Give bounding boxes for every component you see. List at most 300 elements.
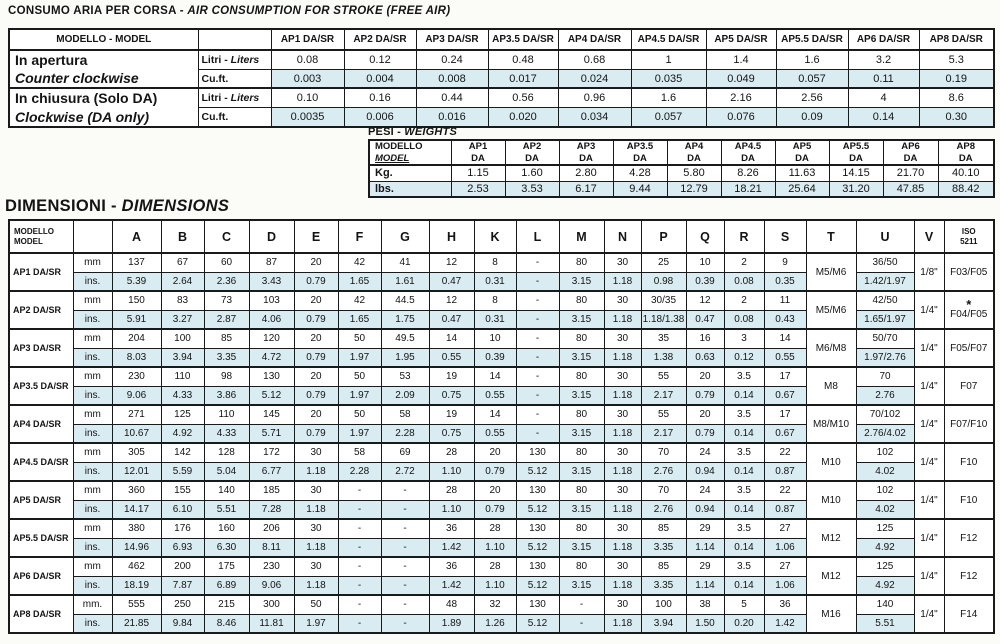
dimension-value-cell: 1.18 xyxy=(604,386,641,405)
dimension-value-cell: 1.97 xyxy=(338,348,381,367)
model-name: AP3 xyxy=(576,141,596,153)
dimension-value-cell: - xyxy=(338,500,381,519)
dimension-row-mm xyxy=(9,291,994,310)
dimension-value-cell: 1.61 xyxy=(381,272,429,291)
dimension-value-cell: 0.55 xyxy=(474,386,516,405)
dimension-value-cell: 11.81 xyxy=(249,614,294,633)
consumption-value-cell: 0.68 xyxy=(558,50,631,69)
dimension-value-cell: 5.12 xyxy=(516,614,559,633)
dimension-value-cell: 1.10 xyxy=(474,576,516,595)
dimension-value-cell: 1.38 xyxy=(641,348,686,367)
model-label-cell: AP3 DA/SR xyxy=(9,329,73,367)
dimension-value-cell: 2.36 xyxy=(204,272,249,291)
model-type: DA xyxy=(958,152,973,164)
weights-body xyxy=(369,165,994,197)
dimension-value-cell: 1.14 xyxy=(686,538,724,557)
dimension-value-cell: 3.15 xyxy=(559,576,604,595)
dimension-value-cell: 70 xyxy=(641,443,686,462)
dimension-value-cell: 5.51 xyxy=(204,500,249,519)
dimension-value-cell: 2.17 xyxy=(641,424,686,443)
iso-flange-cell xyxy=(944,443,994,481)
dimension-value-cell: 41 xyxy=(381,253,429,272)
dimension-value-cell: 20 xyxy=(294,291,338,310)
dimension-letter-header: C xyxy=(204,220,249,253)
dimension-value-cell: 14 xyxy=(764,329,806,348)
dimensions-title xyxy=(5,197,229,216)
dimension-value-cell: 67 xyxy=(161,253,204,272)
dimension-value-cell: 80 xyxy=(559,557,604,576)
unit-ins-cell: ins. xyxy=(73,500,112,519)
dimension-value-cell: - xyxy=(516,253,559,272)
dimension-value-cell: - xyxy=(338,481,381,500)
weight-unit-label-cell: Kg. xyxy=(369,165,451,181)
dimension-value-cell: 60 xyxy=(204,253,249,272)
dimension-row-mm xyxy=(9,443,994,462)
dimension-value-cell: 83 xyxy=(161,291,204,310)
dimension-letter-header: U xyxy=(856,220,914,253)
weight-value-cell: 3.53 xyxy=(505,181,559,197)
dimension-value-cell: 7.28 xyxy=(249,500,294,519)
dimension-value-cell: 32 xyxy=(474,595,516,614)
unit-mm-cell: mm xyxy=(73,329,112,348)
dimension-value-cell: 10 xyxy=(474,329,516,348)
dimension-value-cell: 0.47 xyxy=(429,272,474,291)
unit-ins-cell: ins. xyxy=(73,310,112,329)
model-name: AP2 xyxy=(522,141,542,153)
consumption-value-cell: 0.12 xyxy=(344,50,416,69)
consumption-value-cell: 0.44 xyxy=(416,88,488,107)
dimension-value-cell: 30 xyxy=(604,329,641,348)
dimension-value-cell: 0.75 xyxy=(429,386,474,405)
dimension-letter-header: V xyxy=(914,220,944,253)
dimension-value-cell: 110 xyxy=(204,405,249,424)
dimension-value-cell: 160 xyxy=(204,519,249,538)
dimension-value-cell: 8 xyxy=(474,291,516,310)
thread-size-cell: M10 xyxy=(806,443,856,481)
dimension-value-cell: 5 xyxy=(724,595,764,614)
consumption-value-cell: 0.049 xyxy=(706,69,776,88)
model-column-header xyxy=(721,140,775,165)
dimension-value-cell: 80 xyxy=(559,443,604,462)
dimension-letter-header: T xyxy=(806,220,856,253)
model-name: AP1 xyxy=(468,141,488,153)
weights-row xyxy=(369,181,994,197)
dimension-value-cell: 3.5 xyxy=(724,443,764,462)
consumption-header-row xyxy=(9,29,994,50)
model-type: DA xyxy=(741,152,755,164)
unit-mm-cell: mm xyxy=(73,443,112,462)
weights-table xyxy=(368,139,995,198)
dimension-value-cell: 17 xyxy=(764,405,806,424)
dimension-value-cell: 80 xyxy=(559,291,604,310)
dimension-value-cell: 12 xyxy=(686,291,724,310)
dimension-value-cell: 18.19 xyxy=(112,576,161,595)
iso-flange-cell xyxy=(944,557,994,595)
weight-value-cell: 8.26 xyxy=(721,165,775,181)
model-header-l2: MODEL xyxy=(14,236,43,246)
dimension-value-cell: 53 xyxy=(381,367,429,386)
weight-value-cell: 4.28 xyxy=(613,165,667,181)
unit-mm-cell: mm. xyxy=(73,595,112,614)
dimension-value-cell: 16 xyxy=(686,329,724,348)
model-type: DA xyxy=(687,152,701,164)
dimension-letter-header: F xyxy=(338,220,381,253)
dimension-value-cell: 150 xyxy=(112,291,161,310)
dimension-value-cell: - xyxy=(338,595,381,614)
dimension-value-cell: 185 xyxy=(249,481,294,500)
dimension-value-cell: 0.47 xyxy=(429,310,474,329)
consumption-value-cell: 0.30 xyxy=(919,108,994,127)
dimension-value-cell: 30 xyxy=(604,367,641,386)
air-connection-cell: 1/4" xyxy=(914,291,944,329)
dimension-value-cell: 0.55 xyxy=(764,348,806,367)
iso-header-cell xyxy=(944,220,994,253)
dimension-value-cell: 6.89 xyxy=(204,576,249,595)
dimension-value-cell: 55 xyxy=(641,367,686,386)
air-consumption-title-it: CONSUMO ARIA PER CORSA - xyxy=(8,5,188,17)
dimension-value-cell: 0.87 xyxy=(764,500,806,519)
dimension-letter-header: E xyxy=(294,220,338,253)
consumption-value-cell: 5.3 xyxy=(919,50,994,69)
dimension-row-mm xyxy=(9,329,994,348)
dimension-value-cell: 200 xyxy=(161,557,204,576)
dimension-value-cell: 5.71 xyxy=(249,424,294,443)
dimension-letter-header: G xyxy=(381,220,429,253)
dimension-value-cell: 9.06 xyxy=(249,576,294,595)
model-column-header xyxy=(883,140,938,165)
dimension-value-cell: - xyxy=(516,386,559,405)
dimension-value-cell: 137 xyxy=(112,253,161,272)
dimension-value-cell: 3.86 xyxy=(204,386,249,405)
consumption-value-cell: 0.004 xyxy=(344,69,416,88)
dimension-value-cell: 1.18 xyxy=(604,310,641,329)
dimension-value-cell: 0.14 xyxy=(724,500,764,519)
dimension-value-cell: 0.79 xyxy=(474,500,516,519)
u-value-mm-cell: 36/50 xyxy=(856,253,914,272)
u-value-mm-cell: 102 xyxy=(856,443,914,462)
dimension-value-cell: 87 xyxy=(249,253,294,272)
direction-label-cell xyxy=(9,88,198,126)
consumption-header xyxy=(9,29,994,50)
dimension-value-cell: 2 xyxy=(724,253,764,272)
model-name: AP5 xyxy=(792,141,812,153)
model-label-cell: AP5 DA/SR xyxy=(9,481,73,519)
dimension-value-cell: 85 xyxy=(204,329,249,348)
dimension-value-cell: 3.27 xyxy=(161,310,204,329)
dimension-value-cell: 14.17 xyxy=(112,500,161,519)
air-consumption-table xyxy=(8,28,995,128)
model-label-cell: AP3.5 DA/SR xyxy=(9,367,73,405)
consumption-value-cell: 0.19 xyxy=(919,69,994,88)
model-column-header: AP5.5 DA/SR xyxy=(776,29,848,50)
consumption-value-cell: 0.016 xyxy=(416,108,488,127)
dimension-row-mm xyxy=(9,595,994,614)
weight-value-cell: 2.80 xyxy=(559,165,613,181)
thread-size-cell: M12 xyxy=(806,557,856,595)
dimension-value-cell: 5.12 xyxy=(249,386,294,405)
consumption-value-cell: 1.6 xyxy=(631,88,706,107)
dimension-value-cell: 5.59 xyxy=(161,462,204,481)
dimension-value-cell: 0.14 xyxy=(724,462,764,481)
u-value-ins-cell: 4.02 xyxy=(856,500,914,519)
dimension-value-cell: - xyxy=(381,595,429,614)
dimension-value-cell: 230 xyxy=(112,367,161,386)
iso-flange-value: F05/F07 xyxy=(950,342,988,354)
dimension-value-cell: 30 xyxy=(604,481,641,500)
dimension-value-cell: 3.5 xyxy=(724,519,764,538)
dimension-value-cell: 1.65 xyxy=(338,272,381,291)
dimension-value-cell: 1.42 xyxy=(764,614,806,633)
iso-flange-value: F04/F05 xyxy=(950,309,988,320)
dimension-value-cell: 38 xyxy=(686,595,724,614)
dimension-value-cell: 1.10 xyxy=(474,538,516,557)
unit-mm-cell: mm xyxy=(73,557,112,576)
dimension-value-cell: 30 xyxy=(604,519,641,538)
dimension-value-cell: - xyxy=(381,519,429,538)
dimension-value-cell: 4.33 xyxy=(161,386,204,405)
dimension-value-cell: 36 xyxy=(429,557,474,576)
dimension-value-cell: 3.35 xyxy=(641,576,686,595)
dimension-value-cell: 0.39 xyxy=(686,272,724,291)
consumption-value-cell: 0.10 xyxy=(271,88,344,107)
unit-ins-cell: ins. xyxy=(73,576,112,595)
dimension-value-cell: 0.79 xyxy=(294,424,338,443)
thread-size-cell: M10 xyxy=(806,481,856,519)
u-value-mm-cell: 42/50 xyxy=(856,291,914,310)
dimension-value-cell: 6.93 xyxy=(161,538,204,557)
u-value-mm-cell: 140 xyxy=(856,595,914,614)
dimension-value-cell: 5.12 xyxy=(516,576,559,595)
unit-label-en: Liters xyxy=(230,92,260,105)
unit-label-it: Cu.ft. xyxy=(201,72,229,85)
iso-flange-value: F10 xyxy=(960,456,978,468)
dimension-value-cell: 30 xyxy=(604,595,641,614)
dimension-value-cell: 380 xyxy=(112,519,161,538)
dimension-value-cell: 2.17 xyxy=(641,386,686,405)
dimension-value-cell: 2.87 xyxy=(204,310,249,329)
weight-value-cell: 88.42 xyxy=(938,181,994,197)
dimension-value-cell: - xyxy=(516,272,559,291)
model-name: AP5.5 xyxy=(842,141,870,153)
dimension-value-cell: 2.09 xyxy=(381,386,429,405)
weight-value-cell: 31.20 xyxy=(829,181,883,197)
unit-mm-cell: mm xyxy=(73,405,112,424)
dimension-value-cell: 100 xyxy=(641,595,686,614)
weight-unit-label-cell: lbs. xyxy=(369,181,451,197)
dimension-value-cell: 0.35 xyxy=(764,272,806,291)
model-column-header: AP4 DA/SR xyxy=(558,29,631,50)
dimension-letter-header: R xyxy=(724,220,764,253)
consumption-body xyxy=(9,50,994,127)
dimension-value-cell: 130 xyxy=(249,367,294,386)
dimension-value-cell: 48 xyxy=(429,595,474,614)
unit-label-it: Cu.ft. xyxy=(201,110,229,123)
dimension-value-cell: - xyxy=(338,519,381,538)
dimension-value-cell: 20 xyxy=(294,329,338,348)
iso-flange-cell xyxy=(944,595,994,633)
u-value-mm-cell: 70 xyxy=(856,367,914,386)
model-column-header xyxy=(667,140,721,165)
weights-row xyxy=(369,165,994,181)
u-value-ins-cell: 4.02 xyxy=(856,462,914,481)
dimension-letter-header: B xyxy=(161,220,204,253)
model-column-header: AP3 DA/SR xyxy=(416,29,488,50)
dimension-value-cell: 4.06 xyxy=(249,310,294,329)
dimension-value-cell: 1.18 xyxy=(604,424,641,443)
model-column-header xyxy=(451,140,505,165)
consumption-value-cell: 0.034 xyxy=(558,108,631,127)
air-connection-cell: 1/4" xyxy=(914,367,944,405)
dimension-value-cell: 1.06 xyxy=(764,538,806,557)
dimension-value-cell: 3.15 xyxy=(559,538,604,557)
dimension-value-cell: 142 xyxy=(161,443,204,462)
dimension-value-cell: 22 xyxy=(764,443,806,462)
dimension-value-cell: 462 xyxy=(112,557,161,576)
dimension-value-cell: 0.67 xyxy=(764,386,806,405)
dimension-value-cell: 1.18 xyxy=(294,576,338,595)
dimension-value-cell: - xyxy=(381,500,429,519)
weight-value-cell: 25.64 xyxy=(775,181,829,197)
model-header-it: MODELLO xyxy=(375,141,423,153)
dimension-value-cell: 1.42 xyxy=(429,538,474,557)
model-label-cell: AP6 DA/SR xyxy=(9,557,73,595)
dimension-value-cell: 30 xyxy=(294,481,338,500)
dimension-value-cell: 28 xyxy=(474,557,516,576)
dimension-value-cell: 55 xyxy=(641,405,686,424)
dimension-value-cell: 3.94 xyxy=(161,348,204,367)
dimension-value-cell: 130 xyxy=(516,481,559,500)
dimension-value-cell: 22 xyxy=(764,481,806,500)
dimension-value-cell: 4.92 xyxy=(161,424,204,443)
dimension-value-cell: 80 xyxy=(559,253,604,272)
dimension-value-cell: 44.5 xyxy=(381,291,429,310)
dimension-letter-header: K xyxy=(474,220,516,253)
model-column-header: AP5 DA/SR xyxy=(706,29,776,50)
consumption-value-cell: 0.96 xyxy=(558,88,631,107)
air-connection-cell: 1/8" xyxy=(914,253,944,291)
model-type: DA xyxy=(633,152,647,164)
unit-header-cell xyxy=(198,29,271,50)
dimension-value-cell: 7.87 xyxy=(161,576,204,595)
dimension-value-cell: 2 xyxy=(724,291,764,310)
dimension-value-cell: 0.14 xyxy=(724,386,764,405)
dimension-row-mm xyxy=(9,367,994,386)
model-column-header xyxy=(559,140,613,165)
dimension-value-cell: 3.5 xyxy=(724,405,764,424)
model-header-cell xyxy=(369,140,451,165)
model-column-header: AP2 DA/SR xyxy=(344,29,416,50)
consumption-value-cell: 8.6 xyxy=(919,88,994,107)
consumption-value-cell: 4 xyxy=(848,88,919,107)
iso-flange-cell xyxy=(944,367,994,405)
dimension-value-cell: 3 xyxy=(724,329,764,348)
dimension-value-cell: 0.08 xyxy=(724,310,764,329)
consumption-value-cell: 0.076 xyxy=(706,108,776,127)
dimension-value-cell: 1.10 xyxy=(429,500,474,519)
model-name: AP4.5 xyxy=(734,141,762,153)
model-type: DA xyxy=(525,152,539,164)
dimension-value-cell: 0.79 xyxy=(294,310,338,329)
unit-ins-cell: ins. xyxy=(73,538,112,557)
model-column-header xyxy=(505,140,559,165)
dimension-value-cell: - xyxy=(516,291,559,310)
dimension-value-cell: 30 xyxy=(604,443,641,462)
dimension-value-cell: 58 xyxy=(338,443,381,462)
dimension-value-cell: 0.55 xyxy=(474,424,516,443)
dimension-value-cell: 360 xyxy=(112,481,161,500)
model-header-en: MODEL xyxy=(375,152,410,164)
dimension-value-cell: 27 xyxy=(764,557,806,576)
dimension-value-cell: - xyxy=(516,405,559,424)
consumption-value-cell: 0.24 xyxy=(416,50,488,69)
thread-size-cell: M6/M8 xyxy=(806,329,856,367)
u-value-ins-cell: 1.42/1.97 xyxy=(856,272,914,291)
unit-header-cell xyxy=(73,220,112,253)
u-value-ins-cell: 1.97/2.76 xyxy=(856,348,914,367)
dimension-value-cell: 30 xyxy=(604,291,641,310)
dimension-value-cell: 125 xyxy=(161,405,204,424)
dimension-value-cell: 3.5 xyxy=(724,557,764,576)
thread-size-cell: M5/M6 xyxy=(806,291,856,329)
dimension-value-cell: - xyxy=(381,538,429,557)
dimension-value-cell: 10.67 xyxy=(112,424,161,443)
consumption-value-cell: 2.16 xyxy=(706,88,776,107)
dimension-value-cell: 0.98 xyxy=(641,272,686,291)
dimension-value-cell: 206 xyxy=(249,519,294,538)
u-value-ins-cell: 4.92 xyxy=(856,576,914,595)
weight-value-cell: 2.53 xyxy=(451,181,505,197)
model-header-cell: MODELLO - MODEL xyxy=(9,29,198,50)
dimension-value-cell: 30 xyxy=(604,557,641,576)
consumption-value-cell: 0.035 xyxy=(631,69,706,88)
dimension-value-cell: 145 xyxy=(249,405,294,424)
dimension-value-cell: 20 xyxy=(294,253,338,272)
dimension-value-cell: 29 xyxy=(686,519,724,538)
dimension-value-cell: 0.47 xyxy=(686,310,724,329)
dimension-value-cell: 30 xyxy=(294,519,338,538)
dimension-value-cell: - xyxy=(381,481,429,500)
dimension-letter-header: A xyxy=(112,220,161,253)
dimension-letter-header: M xyxy=(559,220,604,253)
dimension-value-cell: 24 xyxy=(686,481,724,500)
dimension-value-cell: 0.75 xyxy=(429,424,474,443)
dimension-value-cell: 1.89 xyxy=(429,614,474,633)
dimension-value-cell: 0.94 xyxy=(686,462,724,481)
dimension-value-cell: 36 xyxy=(429,519,474,538)
dimension-value-cell: 1.50 xyxy=(686,614,724,633)
iso-flange-cell xyxy=(944,481,994,519)
dimension-row-mm xyxy=(9,519,994,538)
dimension-value-cell: 30/35 xyxy=(641,291,686,310)
model-label-cell: AP2 DA/SR xyxy=(9,291,73,329)
dimension-value-cell: 0.94 xyxy=(686,500,724,519)
dimension-value-cell: 2.72 xyxy=(381,462,429,481)
dimension-value-cell: 0.79 xyxy=(294,272,338,291)
dimension-value-cell: 8.03 xyxy=(112,348,161,367)
dimension-value-cell: 85 xyxy=(641,519,686,538)
dimension-value-cell: - xyxy=(516,367,559,386)
dimension-value-cell: 130 xyxy=(516,595,559,614)
weight-value-cell: 9.44 xyxy=(613,181,667,197)
dimension-value-cell: 20 xyxy=(686,367,724,386)
dimension-value-cell: 27 xyxy=(764,519,806,538)
unit-ins-cell: ins. xyxy=(73,462,112,481)
u-value-ins-cell: 4.92 xyxy=(856,538,914,557)
dimensions-table xyxy=(8,219,995,634)
dimension-value-cell: 12 xyxy=(429,253,474,272)
unit-mm-cell: mm xyxy=(73,367,112,386)
model-label-cell: AP4 DA/SR xyxy=(9,405,73,443)
